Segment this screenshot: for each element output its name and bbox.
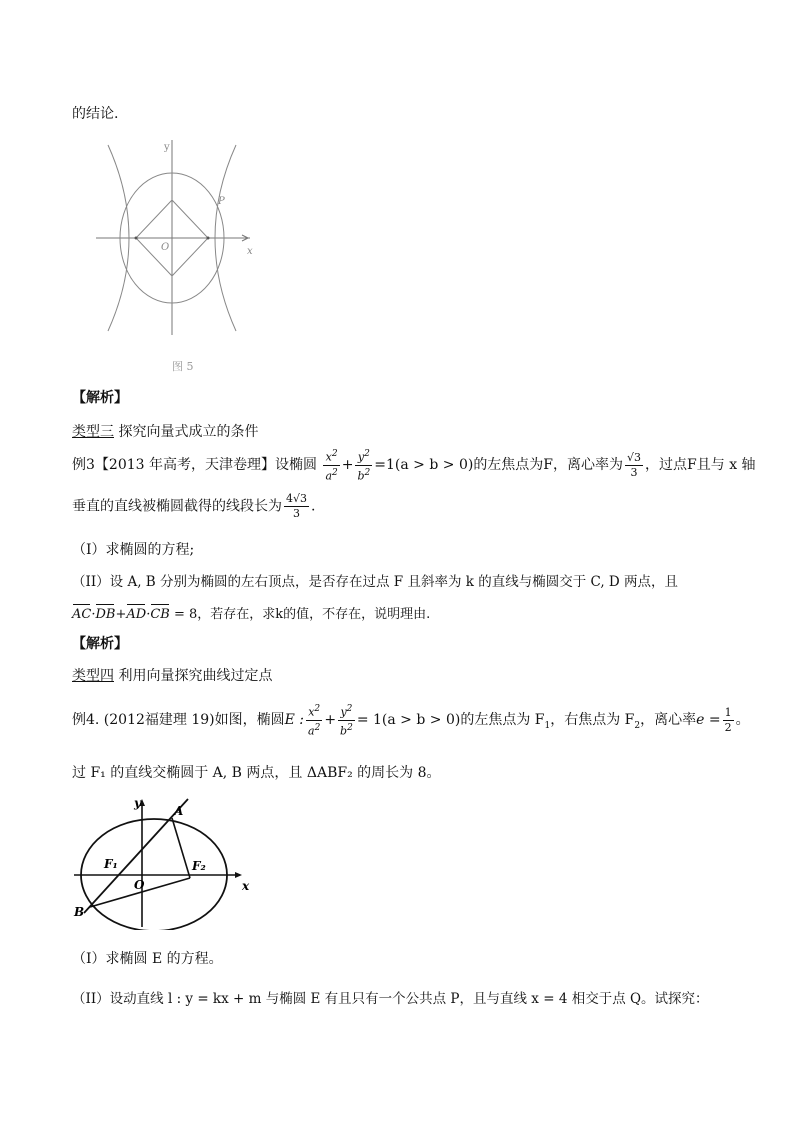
- fig5-label-p: P: [218, 196, 225, 207]
- example3-question2-tail: ，若存在，求k的值，不存在，说明理由.: [197, 607, 431, 622]
- example4-question1: （I）求椭圆 E 的方程。: [72, 951, 223, 967]
- example3-line2-end: .: [311, 498, 316, 515]
- example4-e-eq: e =: [696, 712, 721, 729]
- ellipse-y-frac: $\frac{y^2}{b^2}$: [357, 449, 371, 483]
- example3-line2: [72, 492, 315, 521]
- vector-ad: AD: [126, 607, 147, 622]
- example3-question2-line1: （II）设 A, B 分别为椭圆的左右顶点，是否存在过点 F 且斜率为 k 的直线与椭圆交于 C, D 两点，且: [72, 574, 679, 590]
- example4-e-label: E :: [284, 712, 305, 729]
- ex4-side-af2: [172, 818, 190, 878]
- example3-condition: (a > b > 0): [394, 457, 474, 474]
- ellipse-x-frac: $\frac{x^2}{a^2}$: [325, 449, 338, 483]
- type3-heading: [72, 421, 258, 441]
- type4-heading: [72, 665, 272, 685]
- continued-text: 的结论.: [72, 106, 119, 122]
- eccentricity-frac: $\frac{√3}{3}$: [627, 450, 642, 479]
- chord-length-frac: $\frac{4√3}{3}$: [286, 492, 308, 520]
- example4-line2: 过 F₁ 的直线交椭圆于 A, B 两点，且 ΔABF₂ 的周长为 8。: [72, 765, 441, 781]
- example3-tail: ，过点F且与 x 轴: [645, 457, 756, 474]
- fig5-caption: 图 5: [172, 360, 194, 373]
- ex4-label-a: A: [174, 804, 184, 818]
- figure-example4: [70, 795, 260, 930]
- example4-mid2: ，右焦点为 F: [550, 712, 635, 729]
- example4-prefix: 例4. (2012福建理 19)如图，椭圆: [72, 712, 285, 729]
- ex4-label-y: y: [134, 796, 141, 810]
- example3-question1: （I）求椭圆的方程;: [72, 542, 195, 558]
- ex4-label-b: B: [74, 905, 85, 919]
- vector-cb: CB: [150, 607, 170, 622]
- type3-label: 类型三: [72, 424, 114, 440]
- ex4-label-x: x: [242, 879, 250, 893]
- example4-condition: = 1(a > b > 0): [356, 712, 461, 729]
- figure-5: [88, 130, 288, 375]
- example4-question2: （II）设动直线 l : y = kx + m 与椭圆 E 有且只有一个公共点 P，且与直线 x = 4 相交于点 Q。试探究：: [72, 991, 709, 1007]
- example4-mid3: ，离心率: [640, 712, 697, 729]
- vector-db: DB: [95, 607, 116, 622]
- example3-mid: 的左焦点为F，离心率为: [473, 457, 624, 474]
- vector-rhs: = 8: [169, 607, 198, 622]
- example3-question2-line2: AC·DB+AD·CB = 8，若存在，求k的值，不存在，说明理由.: [72, 607, 431, 622]
- type3-title: 探究向量式成立的条件: [114, 424, 259, 440]
- example4-line1: 例4. (2012福建理 19)如图，椭圆E : $\frac{x^2}{a^2}$ + $\frac{y^2}{b^2}$ = 1(a > b > 0)的左焦点为 $F_1$，右焦点为 $F_2$，离心率e = $\frac{1}{2}$ 。: [72, 704, 750, 738]
- ex4-label-f1: F₁: [104, 857, 118, 871]
- fig5-label-y: y: [164, 142, 170, 153]
- type4-label: 类型四: [72, 668, 114, 684]
- fig5-label-o: O: [161, 242, 170, 253]
- analysis-heading-1: 【解析】: [72, 390, 128, 406]
- example3-line1: 例3【2013 年高考，天津卷理】设椭圆 $\frac{x^2}{a^2}$ + $\frac{y^2}{b^2}$ =1(a > b > 0)的左焦点为F，离心率为 $\frac{√3}{3}$ ，过点F且与 x 轴: [72, 449, 756, 483]
- example3-line2-prefix: 垂直的直线被椭圆截得的线段长为: [72, 498, 282, 515]
- fig5-label-x: x: [247, 246, 253, 257]
- type4-title: 利用向量探究曲线过定点: [114, 668, 273, 684]
- vector-ac: AC: [72, 607, 92, 622]
- example3-prefix: 例3【2013 年高考，天津卷理】设椭圆: [72, 457, 317, 474]
- analysis-heading-2: 【解析】: [72, 636, 128, 652]
- ex4-label-f2: F₂: [192, 859, 206, 873]
- example4-mid: 的左焦点为 F: [460, 712, 545, 729]
- ex4-label-o: O: [134, 878, 145, 892]
- ex4-line-ab: [84, 799, 188, 913]
- example4-end: 。: [735, 712, 750, 729]
